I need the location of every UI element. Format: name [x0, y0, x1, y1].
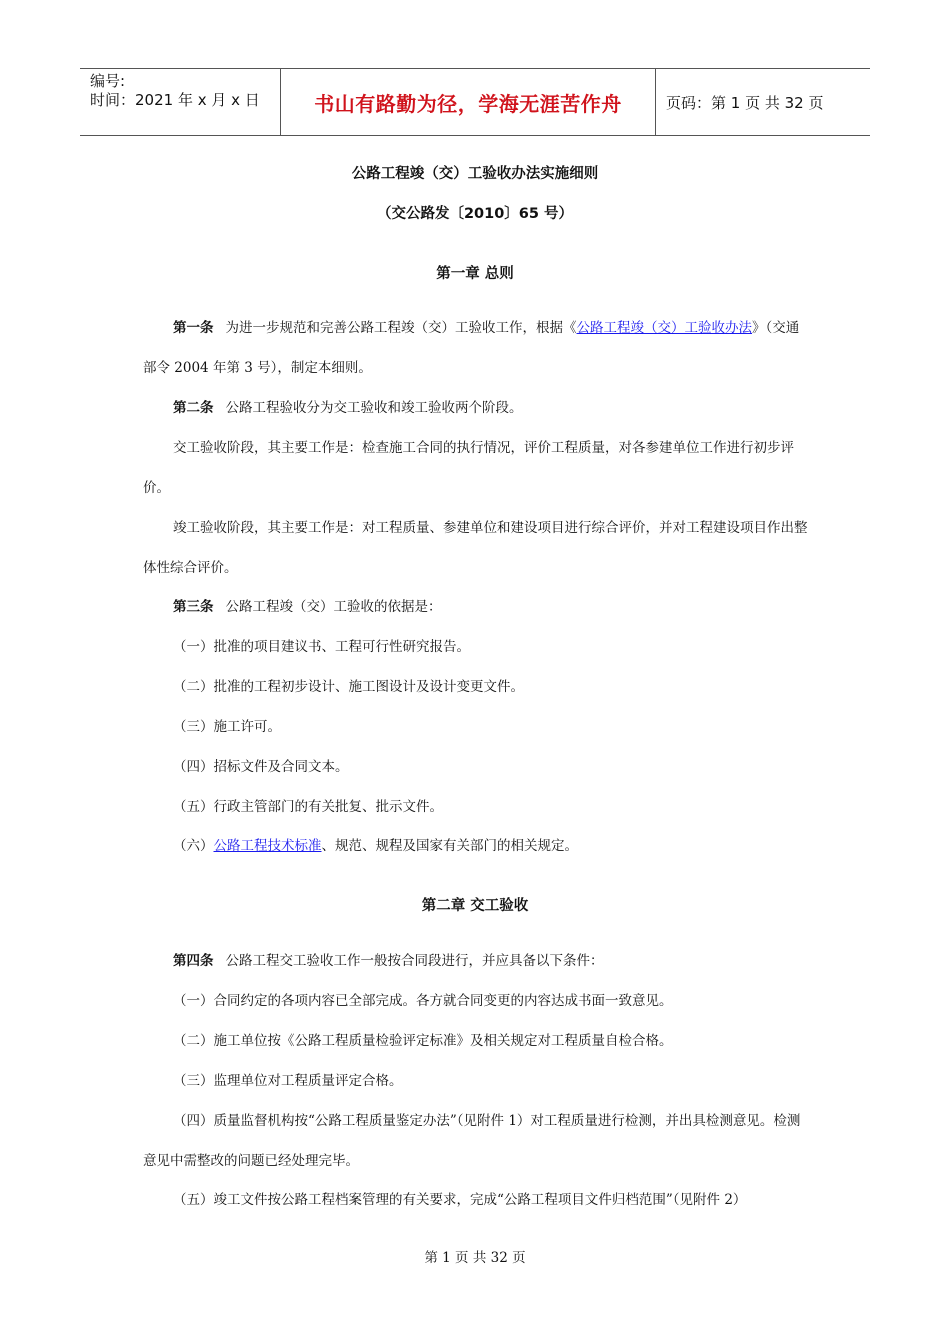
article-3-text: 公路工程竣（交）工验收的依据是： [225, 599, 442, 615]
list-item: （三）施工许可。 [173, 719, 281, 735]
list-item: （一）批准的项目建议书、工程可行性研究报告。 [173, 639, 470, 655]
list-item: （五）竣工文件按公路工程档案管理的有关要求，完成“公路工程项目文件归档范围”（见附件 2） [173, 1192, 747, 1208]
list-item-6-text: 、规范、规程及国家有关部门的相关规定。 [321, 838, 578, 854]
article-1 [143, 308, 808, 388]
list-item: （四）招标文件及合同文本。 [173, 759, 349, 775]
article-4-text: 公路工程交工验收工作一般按合同段进行，并应具备以下条件： [225, 953, 604, 969]
article-4-label: 第四条 [173, 953, 214, 969]
article-2-text: 公路工程验收分为交工验收和竣工验收两个阶段。 [225, 400, 523, 416]
doc-subtitle: （交公路发〔2010〕65 号） [376, 206, 574, 222]
chapter-2-heading: 第二章 交工验收 [421, 898, 529, 914]
regulation-link[interactable]: 公路工程竣（交）工验收办法 [576, 320, 752, 336]
technical-standard-link[interactable]: 公路工程技术标准 [213, 838, 322, 854]
time-label: 时间：2021 年 x 月 x 日 [90, 91, 260, 109]
article-4 [173, 951, 604, 971]
chapter-1-heading: 第一章 总则 [436, 266, 514, 282]
header-motto: 书山有路勤为径，学海无涯苦作舟 [281, 69, 656, 135]
article-3 [173, 597, 442, 617]
article-1-text-end: 》（交通部令 2004 年第 3 号），制定本细则。 [143, 320, 800, 376]
article-3-label: 第三条 [173, 599, 214, 615]
list-item: （五）行政主管部门的有关批复、批示文件。 [173, 799, 443, 815]
header-meta [80, 69, 281, 135]
header-page-info: 页码：第 1 页 共 32 页 [666, 93, 824, 112]
document-header [80, 68, 870, 136]
number-label: 编号: [90, 72, 126, 90]
paragraph-jiaogong: 交工验收阶段，其主要工作是：检查施工合同的执行情况，评价工程质量，对各参建单位工作进行初步评价。 [143, 440, 794, 496]
article-2-label: 第二条 [173, 400, 214, 416]
list-item-6-prefix: （六） [173, 838, 214, 854]
paragraph-jungong: 竣工验收阶段，其主要工作是：对工程质量、参建单位和建设项目进行综合评价，并对工程建设项目作出整体性综合评价。 [143, 520, 808, 576]
list-item: （四）质量监督机构按“公路工程质量鉴定办法”（见附件 1）对工程质量进行检测，并出具检测意见。检测意见中需整改的问题已经处理完毕。 [143, 1113, 801, 1169]
list-item: （三）监理单位对工程质量评定合格。 [173, 1073, 403, 1089]
page-footer: 第 1 页 共 32 页 [424, 1250, 526, 1266]
list-item: （二）批准的工程初步设计、施工图设计及设计变更文件。 [173, 679, 524, 695]
doc-title: 公路工程竣（交）工验收办法实施细则 [351, 166, 599, 182]
list-item: （二）施工单位按《公路工程质量检验评定标准》及相关规定对工程质量自检合格。 [173, 1033, 673, 1049]
article-1-text: 为进一步规范和完善公路工程竣（交）工验收工作，根据《 [225, 320, 577, 336]
article-1-label: 第一条 [173, 320, 214, 336]
list-item-6 [173, 836, 578, 856]
article-2 [173, 398, 523, 418]
list-item: （一）合同约定的各项内容已全部完成。各方就合同变更的内容达成书面一致意见。 [173, 993, 673, 1009]
